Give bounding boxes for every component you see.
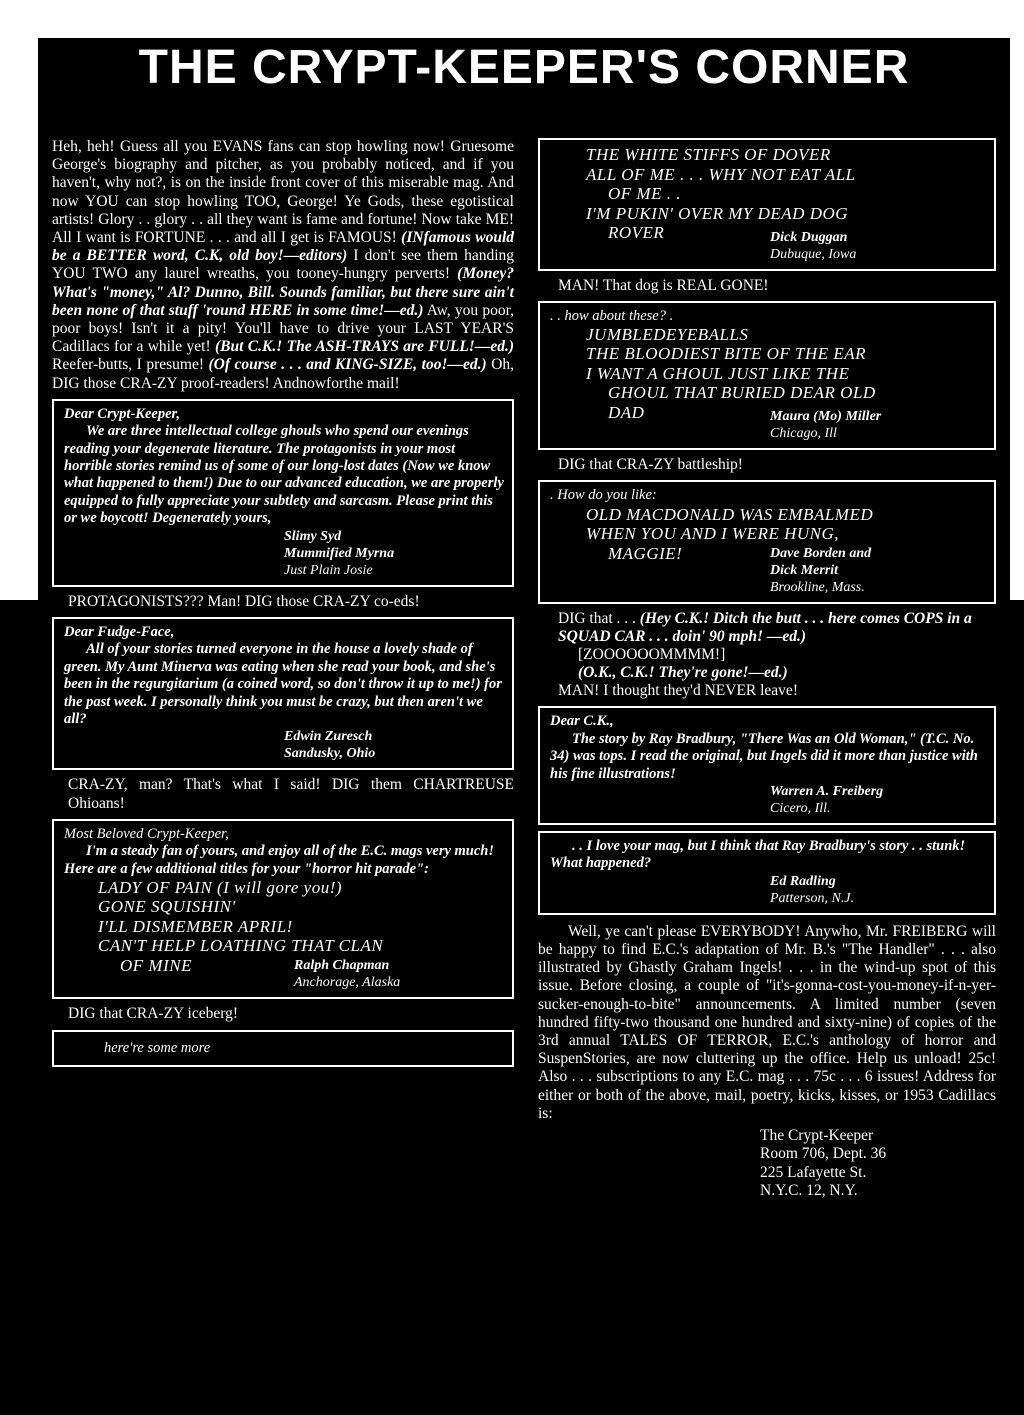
address-line-1: The Crypt-Keeper [760, 1126, 874, 1144]
address-line-4: N.Y.C. 12, N.Y. [760, 1182, 858, 1200]
letter-1-salutation: Dear Crypt-Keeper, [64, 405, 180, 422]
letter-5-title-1: THE WHITE STIFFS OF DOVER [586, 145, 831, 164]
reply-7-a: DIG that . . . [558, 610, 636, 628]
letter-3-title-5: OF MINE [120, 955, 192, 975]
letter-7-sig-1: Dave Borden and [770, 546, 872, 562]
address-line-3: 225 Lafayette St. [760, 1163, 867, 1181]
letter-5-title-4: I'M PUKIN' OVER MY DEAD DOG [586, 203, 849, 223]
letter-5-title-5: ROVER [608, 223, 665, 242]
intro-p4: Reefer-butts, I presume! [52, 356, 204, 374]
mailing-address [760, 1127, 996, 1201]
letter-6-title-2: THE BLOODIEST BITE OF THE EAR [586, 344, 867, 364]
letter-7-title-2: WHEN YOU AND I WERE HUNG, [586, 524, 840, 544]
intro-p3: Aw, you poor, poor boys! Isn't it a pity! You'll have to drive your LAST YEAR'S Cadillacs for a while yet! [52, 301, 514, 356]
letter-6-signature [770, 408, 986, 442]
letter-7-signature [770, 545, 986, 596]
letter-box-2 [52, 617, 514, 770]
reply-7-c: (O.K., C.K.! They're gone!—ed.) [578, 664, 788, 682]
letter-2-sig-2: Sandusky, Ohio [284, 746, 376, 762]
letter-3-salutation: Most Beloved Crypt-Keeper, [64, 825, 229, 842]
letter-box-3 [52, 819, 514, 1000]
letter-1-sig-2: Mummified Myrna [284, 545, 395, 561]
letter-8-sig-2: Cicero, Ill. [770, 800, 831, 816]
reply-7 [558, 610, 996, 700]
letter-5-title-2: ALL OF ME . . . WHY NOT EAT ALL [586, 164, 856, 184]
letter-box-5 [538, 138, 996, 271]
letter-3-title-2: GONE SQUISHIN' [98, 897, 236, 917]
letter-box-1 [52, 399, 514, 587]
letter-7-title-1: OLD MACDONALD WAS EMBALMED [586, 504, 874, 524]
reply-2: CRA-ZY, man? That's what I said! DIG them CHARTREUSE Ohioans! [68, 776, 514, 812]
reply-7-editor-note: (Hey C.K.! Ditch the butt . . . here comes COPS in a SQUAD CAR . . . doin' 90 mph! —ed.) [558, 610, 972, 646]
intro-p4-editor-note: (Of course . . . and KING-SIZE, too!—ed.) [208, 356, 487, 374]
letters-page [38, 38, 1010, 1398]
reply-6: DIG that CRA-ZY battleship! [558, 456, 743, 474]
letter-9-signature [770, 873, 986, 907]
letter-7-sig-2: Dick Merrit [770, 563, 839, 579]
letter-7-sig-3: Brookline, Mass. [770, 580, 865, 596]
letter-5-signature [770, 229, 986, 263]
letter-8-body: The story by Ray Bradbury, "There Was an Old Woman," (T.C. No. 34) was tops. I read the original, but Ingels did it more than justice with his fine illustrations! [550, 730, 978, 782]
letter-6-title-3: I WANT A GHOUL JUST LIKE THE [586, 363, 850, 383]
reply-3: DIG that CRA-ZY iceberg! [68, 1005, 239, 1023]
letter-5-title-3: OF ME . . [608, 184, 681, 203]
letter-box-7 [538, 480, 996, 604]
letter-3-body: I'm a steady fan of yours, and enjoy all of the E.C. mags very much! Here are a few additional titles for your "horror hit parade": [64, 843, 495, 877]
letter-6-sig-1: Maura (Mo) Miller [770, 409, 882, 425]
letter-2-body: All of your stories turned everyone in the house a lovely shade of green. My Aunt Minerva was eating when she read your book, and she's been in the regurgitarium (a coined word, so don't throw it up to me!) for the past week. I personally think you must be crazy, but then aren't we all? [64, 641, 502, 727]
intro-p5: Oh, DIG those CRA-ZY proof-readers! Andnowforthe mail! [52, 356, 515, 392]
letter-box-6 [538, 301, 996, 451]
intro-p1: Heh, heh! Guess all you EVANS fans can stop howling now! Gruesome George's biography and pitcher, as you probably noticed, and if you haven't, why not?, is on the inside front cover of this miserable mag. And now YOU can stop howling TOO, George! Ye Gods, these egotistical artists! Glory . . glory . . all they want is fame and fortune! Now take ME! All I want is FORTUNE . . . and all I get is FAMOUS! [52, 138, 514, 247]
letter-5-sig-2: Dubuque, Iowa [770, 246, 857, 262]
letter-6-title-1: JUMBLEDEYEBALLS [586, 324, 749, 344]
letter-3-sig-1: Ralph Chapman [294, 958, 390, 974]
right-column [538, 138, 996, 1201]
left-column [52, 138, 514, 1073]
letter-3-title-4: CAN'T HELP LOATHING THAT CLAN [98, 936, 384, 956]
letter-box-9 [538, 831, 996, 915]
letter-2-signature [284, 728, 504, 762]
letter-2-salutation: Dear Fudge-Face, [64, 623, 175, 640]
intro-p3-editor-note: (But C.K.! The ASH-TRAYS are FULL!—ed.) [215, 338, 515, 356]
letter-1-sig-1: Slimy Syd [284, 528, 342, 544]
letter-3-signature [294, 957, 504, 991]
page-title: THE CRYPT-KEEPER'S CORNER [138, 41, 910, 94]
intro-p2: I don't see them handing YOU TWO any laurel wreaths, you tooney-hungry perverts! [52, 247, 515, 283]
letter-6-intro: . . how about these? . [550, 307, 674, 324]
letter-8-salutation: Dear C.K., [550, 713, 614, 730]
letter-3-title-1: LADY OF PAIN (I will gore you!) [98, 877, 343, 897]
letter-6-title-5: DAD [608, 402, 645, 422]
reply-7-b: [ZOOOOOOMMMM!] [578, 646, 726, 664]
letter-1-sig-3: Just Plain Josie [284, 562, 373, 578]
letter-3-sig-2: Anchorage, Alaska [294, 975, 401, 991]
letter-box-4 [52, 1030, 514, 1067]
intro-p2-editor-note: (Money? What's "money," Al? Dunno, Bill. Sounds familiar, but there sure ain't been none of that stuff 'round HERE in some time!—ed.) [52, 265, 514, 319]
intro-p1-editor-note: (INfamous would be a BETTER word, C.K, old boy!—editors) [52, 229, 515, 265]
letter-4-text: here're some more [104, 1039, 211, 1056]
letter-8-sig-1: Warren A. Freiberg [770, 783, 884, 799]
letter-9-body: . . I love your mag, but I think that Ray Bradbury's story . . stunk! What happened? [550, 837, 966, 872]
letter-1-signature [284, 528, 504, 579]
letter-9-sig-1: Ed Radling [770, 873, 836, 889]
reply-1: PROTAGONISTS??? Man! DIG those CRA-ZY co-eds! [68, 592, 420, 610]
letter-6-title-4: GHOUL THAT BURIED DEAR OLD [608, 383, 876, 403]
letter-5-sig-1: Dick Duggan [770, 229, 848, 245]
reply-5: MAN! That dog is REAL GONE! [558, 276, 769, 294]
letter-1-body: We are three intellectual college ghouls who spend our evenings reading your degenerate literature. The protagonists in your most horrible stories remind us of some of our long-lost dates (Now we know what happened to them!) Due to our advanced education, we are properly equipped to fully appreciate your subtlety and sarcasm. Please print this or we boycott! Degenerately yours, [64, 423, 504, 527]
address-line-2: Room 706, Dept. 36 [760, 1145, 887, 1163]
letter-7-intro: . How do you like: [550, 487, 657, 504]
letter-8-signature [770, 783, 986, 817]
letter-9-sig-2: Patterson, N.J. [770, 890, 854, 906]
reply-7-d: MAN! I thought they'd NEVER leave! [558, 682, 798, 700]
letter-3-title-3: I'LL DISMEMBER APRIL! [98, 916, 293, 936]
intro-text [52, 138, 514, 393]
letter-box-8 [538, 706, 996, 825]
letter-6-sig-2: Chicago, Ill [770, 426, 837, 442]
letter-7-title-3: MAGGIE! [608, 543, 683, 563]
closing-text: Well, ye can't please EVERYBODY! Anywho, Mr. FREIBERG will be happy to find E.C.'s adaptation of Mr. B.'s "The Handler" . . . also illustrated by Ghastly Graham Ingels! . . . in the wind-up spot of this issue. Before closing, a couple of "it's-gonna-cost-you-money-if-n-yer-sucker-enough-to-bite" announcements. A limited number (seven hundred fifty-two thousand one hundred and sixty-nine) of copies of the 3rd annual TALES OF TERROR, E.C.'s anthology of horror and SuspenStories, are now cluttering up the office. Help us unload! 25c! Also . . . subscriptions to any E.C. mag . . . 75c . . . 6 issues! Address for either or both of the above, mail, poetry, kicks, kisses, or 1953 Cadillacs is: [538, 922, 996, 1122]
letter-2-sig-1: Edwin Zuresch [284, 729, 373, 745]
